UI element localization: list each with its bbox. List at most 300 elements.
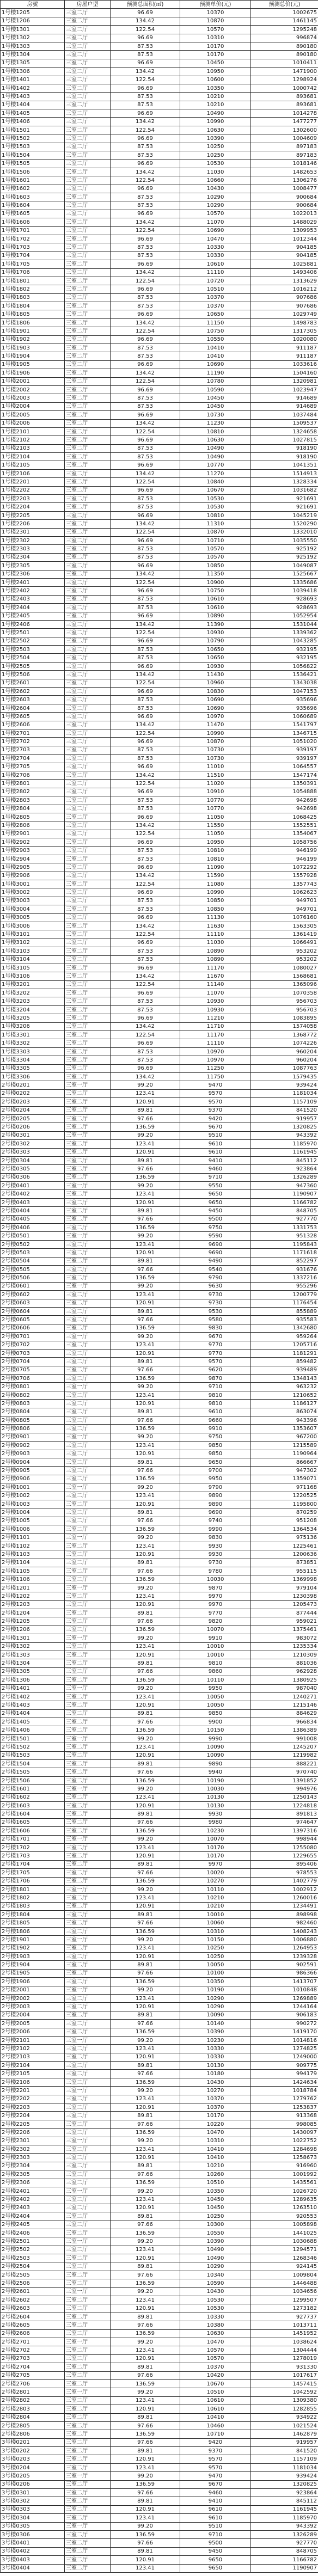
cell-total-price: 1402779: [251, 1877, 318, 1885]
cell-type: 三室二厅: [65, 562, 111, 570]
cell-type: 三室一厅: [65, 1734, 111, 1743]
cell-area: 97.66: [111, 1316, 180, 1324]
cell-unit-price: 9670: [180, 1123, 251, 1131]
table-row: [1, 913, 318, 922]
cell-total-price: 1200636: [251, 1550, 318, 1559]
table-row: [1, 1458, 318, 1466]
cell-type: 三室一厅: [65, 1333, 111, 1341]
cell-total-price: 1424634: [251, 2078, 318, 2086]
cell-type: 三室二厅: [65, 964, 111, 972]
cell-total-price: 881036: [251, 1659, 318, 1667]
cell-area: 122.54: [111, 377, 180, 385]
cell-room: 1号楼3104: [1, 955, 65, 964]
cell-unit-price: 9450: [180, 1207, 251, 1215]
table-row: [1, 780, 318, 788]
cell-type: 三室二厅: [65, 930, 111, 939]
cell-unit-price: 10170: [180, 2112, 251, 2120]
cell-room: 2号楼0505: [1, 1265, 65, 1273]
cell-unit-price: 10190: [180, 1776, 251, 1784]
cell-unit-price: 9570: [180, 1098, 251, 1106]
cell-type: 三室二厅: [65, 293, 111, 302]
table-row: [1, 243, 318, 252]
cell-unit-price: 10250: [180, 2212, 251, 2221]
cell-area: 97.66: [111, 1969, 180, 1977]
cell-area: 99.20: [111, 1433, 180, 1441]
table-row: [1, 662, 318, 670]
cell-unit-price: 9970: [180, 1600, 251, 1609]
table-row: [1, 134, 318, 143]
cell-room: 2号楼1901: [1, 1936, 65, 1944]
cell-total-price: 1309380: [251, 2396, 318, 2405]
table-row: [1, 1047, 318, 1056]
cell-type: 三室一厅: [65, 1383, 111, 1391]
cell-unit-price: 11350: [180, 570, 251, 578]
table-row: [1, 84, 318, 92]
table-row: [1, 1768, 318, 1776]
table-row: [1, 2539, 318, 2547]
cell-unit-price: 9900: [180, 1718, 251, 1726]
cell-type: 三室二厅: [65, 1961, 111, 1969]
cell-unit-price: 10330: [180, 2045, 251, 2053]
cell-type: 三室二厅: [65, 2530, 111, 2538]
cell-type: 三室二厅: [65, 1014, 111, 1022]
cell-unit-price: 10290: [180, 2003, 251, 2011]
cell-area: 96.69: [111, 436, 180, 444]
cell-total-price: 921691: [251, 495, 318, 503]
cell-type: 三室二厅: [65, 1056, 111, 1064]
table-row: [1, 2145, 318, 2154]
cell-type: 三室一厅: [65, 2237, 111, 2246]
cell-area: 97.66: [111, 2120, 180, 2128]
cell-type: 三室二厅: [65, 947, 111, 955]
table-row: [1, 905, 318, 913]
cell-area: 122.54: [111, 176, 180, 185]
cell-area: 123.41: [111, 2514, 180, 2522]
table-row: [1, 587, 318, 595]
cell-total-price: 848705: [251, 2547, 318, 2555]
cell-room: 1号楼3203: [1, 997, 65, 1005]
table-row: [1, 310, 318, 318]
cell-area: 122.54: [111, 226, 180, 235]
cell-unit-price: 11050: [180, 830, 251, 838]
cell-area: 122.54: [111, 729, 180, 737]
cell-unit-price: 9820: [180, 1617, 251, 1626]
cell-type: 三室二厅: [65, 2045, 111, 2053]
cell-unit-price: 10170: [180, 42, 251, 50]
cell-total-price: 1430097: [251, 2129, 318, 2137]
cell-type: 三室二厅: [65, 1953, 111, 1961]
cell-type: 三室一厅: [65, 1936, 111, 1944]
cell-type: 三室一厅: [65, 2087, 111, 2095]
table-row: [1, 168, 318, 176]
table-row: [1, 746, 318, 754]
cell-type: 三室二厅: [65, 1626, 111, 1634]
cell-total-price: 1541797: [251, 721, 318, 729]
cell-area: 89.81: [111, 2062, 180, 2070]
cell-unit-price: 10210: [180, 1894, 251, 1902]
cell-unit-price: 11050: [180, 813, 251, 821]
cell-area: 87.53: [111, 847, 180, 855]
cell-unit-price: 10770: [180, 805, 251, 813]
cell-type: 三室二厅: [65, 1064, 111, 1072]
cell-total-price: 949701: [251, 905, 318, 913]
table-row: [1, 1098, 318, 1106]
cell-total-price: 949701: [251, 897, 318, 905]
cell-total-price: 1441025: [251, 2229, 318, 2237]
table-row: [1, 1642, 318, 1651]
table-row: [1, 1994, 318, 2002]
cell-unit-price: 10840: [180, 478, 251, 486]
cell-room: 2号楼1903: [1, 1953, 65, 1961]
cell-room: 2号楼1302: [1, 1642, 65, 1651]
cell-room: 2号楼0201: [1, 1081, 65, 1089]
cell-unit-price: 10710: [180, 537, 251, 545]
cell-area: 120.91: [111, 1450, 180, 1458]
cell-total-price: 1279762: [251, 2095, 318, 2103]
cell-total-price: 1185970: [251, 2514, 318, 2522]
cell-area: 97.66: [111, 2421, 180, 2430]
table-row: [1, 486, 318, 494]
cell-area: 136.59: [111, 2179, 180, 2187]
cell-area: 120.91: [111, 2103, 180, 2112]
cell-room: 2号楼1801: [1, 1885, 65, 1893]
cell-type: 三室二厅: [65, 2363, 111, 2371]
cell-area: 96.69: [111, 587, 180, 595]
cell-total-price: 1054888: [251, 788, 318, 796]
cell-unit-price: 10370: [180, 2363, 251, 2371]
cell-total-price: 1195800: [251, 1500, 318, 1508]
table-row: [1, 1567, 318, 1575]
cell-total-price: 1298924: [251, 76, 318, 84]
cell-total-price: 1025881: [251, 260, 318, 268]
cell-unit-price: 10970: [180, 713, 251, 721]
cell-room: 1号楼3103: [1, 947, 65, 955]
table-row: [1, 402, 318, 410]
cell-unit-price: 11030: [180, 168, 251, 176]
cell-type: 三室二厅: [65, 587, 111, 595]
cell-type: 三室二厅: [65, 2262, 111, 2271]
table-row: [1, 2246, 318, 2254]
cell-room: 1号楼1504: [1, 151, 65, 160]
cell-total-price: 1258673: [251, 2154, 318, 2162]
cell-unit-price: 9910: [180, 1634, 251, 1642]
cell-total-price: 852297: [251, 1257, 318, 1265]
cell-type: 三室一厅: [65, 2287, 111, 2296]
cell-room: 2号楼2802: [1, 2396, 65, 2405]
cell-total-price: 939424: [251, 2472, 318, 2480]
cell-unit-price: 10750: [180, 327, 251, 335]
table-row: [1, 1919, 318, 1927]
cell-unit-price: 10090: [180, 1743, 251, 1751]
table-row: [1, 1978, 318, 1986]
cell-unit-price: 10970: [180, 1056, 251, 1064]
cell-type: 三室二厅: [65, 2346, 111, 2354]
cell-area: 136.59: [111, 2480, 180, 2488]
cell-unit-price: 11170: [180, 1031, 251, 1039]
cell-area: 96.69: [111, 335, 180, 344]
cell-type: 三室二厅: [65, 427, 111, 436]
cell-total-price: 951328: [251, 1232, 318, 1240]
cell-unit-price: 9940: [180, 1768, 251, 1776]
cell-type: 三室二厅: [65, 2145, 111, 2154]
cell-room: 1号楼2205: [1, 511, 65, 519]
cell-area: 99.20: [111, 1383, 180, 1391]
cell-type: 三室二厅: [65, 721, 111, 729]
cell-area: 120.91: [111, 1198, 180, 1206]
cell-unit-price: 10410: [180, 2154, 251, 2162]
cell-type: 三室二厅: [65, 528, 111, 536]
cell-total-price: 932195: [251, 654, 318, 662]
table-row: [1, 2413, 318, 2421]
cell-type: 三室二厅: [65, 1760, 111, 1768]
cell-type: 三室二厅: [65, 1089, 111, 1097]
cell-type: 三室二厅: [65, 218, 111, 226]
cell-total-price: 907686: [251, 302, 318, 310]
cell-total-price: 1579435: [251, 1073, 318, 1081]
cell-unit-price: 10150: [180, 1726, 251, 1734]
table-row: [1, 2062, 318, 2070]
cell-type: 三室二厅: [65, 385, 111, 394]
cell-room: 2号楼0702: [1, 1341, 65, 1349]
cell-room: 1号楼2305: [1, 562, 65, 570]
cell-unit-price: 10210: [180, 93, 251, 101]
cell-area: 123.41: [111, 1743, 180, 1751]
cell-unit-price: 11150: [180, 318, 251, 327]
cell-unit-price: 10780: [180, 377, 251, 385]
cell-total-price: 906183: [251, 2011, 318, 2019]
cell-unit-price: 10990: [180, 888, 251, 897]
cell-area: 96.69: [111, 562, 180, 570]
cell-unit-price: 10370: [180, 9, 251, 17]
table-row: [1, 193, 318, 201]
cell-type: 三室二厅: [65, 913, 111, 922]
cell-unit-price: 10460: [180, 2421, 251, 2430]
cell-area: 136.59: [111, 1525, 180, 1534]
cell-unit-price: 10850: [180, 897, 251, 905]
cell-unit-price: 9580: [180, 1316, 251, 1324]
cell-room: 1号楼2004: [1, 402, 65, 410]
cell-type: 三室二厅: [65, 746, 111, 754]
cell-area: 89.81: [111, 1156, 180, 1164]
cell-area: 123.41: [111, 2246, 180, 2254]
cell-unit-price: 9610: [180, 2505, 251, 2513]
cell-unit-price: 10850: [180, 562, 251, 570]
cell-unit-price: 10390: [180, 2237, 251, 2246]
cell-room: 1号楼2006: [1, 419, 65, 427]
cell-total-price: 990272: [251, 2020, 318, 2028]
cell-room: 2号楼2502: [1, 2246, 65, 2254]
cell-room: 2号楼0402: [1, 1190, 65, 1198]
cell-area: 136.59: [111, 1324, 180, 1332]
table-row: [1, 2388, 318, 2396]
cell-area: 120.91: [111, 2455, 180, 2463]
cell-area: 120.91: [111, 1902, 180, 1910]
cell-total-price: 1359071: [251, 1475, 318, 1483]
cell-type: 三室二厅: [65, 972, 111, 980]
cell-total-price: 994179: [251, 2070, 318, 2078]
cell-unit-price: 9790: [180, 1274, 251, 1282]
table-row: [1, 1349, 318, 1357]
cell-type: 三室二厅: [65, 1542, 111, 1550]
cell-unit-price: 9870: [180, 1375, 251, 1383]
table-row: [1, 469, 318, 477]
cell-type: 三室二厅: [65, 160, 111, 168]
cell-total-price: 1309953: [251, 226, 318, 235]
cell-type: 三室二厅: [65, 1894, 111, 1902]
cell-area: 120.91: [111, 1550, 180, 1559]
cell-type: 三室二厅: [65, 42, 111, 50]
cell-room: 1号楼2903: [1, 847, 65, 855]
cell-total-price: 1004609: [251, 134, 318, 143]
cell-area: 96.69: [111, 964, 180, 972]
table-row: [1, 34, 318, 42]
cell-total-price: 923864: [251, 2489, 318, 2497]
cell-total-price: 1012344: [251, 235, 318, 243]
cell-room: 1号楼3204: [1, 1005, 65, 1014]
cell-room: 2号楼1505: [1, 1768, 65, 1776]
cell-area: 96.69: [111, 310, 180, 318]
table-row: [1, 1400, 318, 1408]
cell-type: 三室一厅: [65, 2388, 111, 2396]
cell-area: 134.42: [111, 419, 180, 427]
cell-unit-price: 11090: [180, 863, 251, 872]
table-row: [1, 1793, 318, 1801]
cell-unit-price: 9850: [180, 1709, 251, 1718]
cell-type: 三室二厅: [65, 1600, 111, 1609]
cell-total-price: 1181034: [251, 1089, 318, 1097]
cell-type: 三室二厅: [65, 1307, 111, 1315]
table-row: [1, 1140, 318, 1148]
cell-total-price: 935696: [251, 696, 318, 704]
cell-unit-price: 10450: [180, 2195, 251, 2204]
cell-total-price: 974647: [251, 1818, 318, 1826]
cell-total-price: 1033616: [251, 360, 318, 369]
cell-unit-price: 10230: [180, 1827, 251, 1835]
cell-room: 2号楼2203: [1, 2103, 65, 2112]
cell-room: 2号楼2803: [1, 2405, 65, 2413]
cell-area: 136.59: [111, 2078, 180, 2086]
cell-unit-price: 10100: [180, 1969, 251, 1977]
cell-total-price: 956703: [251, 1005, 318, 1014]
cell-unit-price: 9890: [180, 1500, 251, 1508]
cell-type: 三室二厅: [65, 654, 111, 662]
cell-type: 三室一厅: [65, 1986, 111, 1994]
table-row: [1, 2204, 318, 2212]
table-row: [1, 520, 318, 528]
cell-room: 1号楼1906: [1, 369, 65, 377]
cell-type: 三室二厅: [65, 1676, 111, 1684]
cell-area: 99.20: [111, 2036, 180, 2044]
cell-total-price: 893681: [251, 93, 318, 101]
table-row: [1, 1709, 318, 1718]
cell-unit-price: 10370: [180, 2095, 251, 2103]
cell-unit-price: 10450: [180, 402, 251, 410]
table-row: [1, 2078, 318, 2086]
cell-area: 96.69: [111, 662, 180, 670]
table-row: [1, 1584, 318, 1592]
table-row: [1, 805, 318, 813]
table-row: [1, 101, 318, 109]
cell-room: 2号楼1401: [1, 1684, 65, 1692]
cell-room: 3号楼0303: [1, 2505, 65, 2513]
cell-room: 1号楼3201: [1, 980, 65, 989]
cell-room: 2号楼2505: [1, 2271, 65, 2279]
cell-type: 三室二厅: [65, 1341, 111, 1349]
cell-area: 96.69: [111, 738, 180, 746]
cell-room: 2号楼2605: [1, 2321, 65, 2329]
cell-area: 122.54: [111, 277, 180, 285]
cell-total-price: 1210652: [251, 1391, 318, 1399]
table-row: [1, 922, 318, 930]
table-row: [1, 503, 318, 511]
cell-room: 3号楼0401: [1, 2539, 65, 2547]
cell-area: 96.69: [111, 763, 180, 771]
cell-area: 96.69: [111, 688, 180, 696]
cell-total-price: 994976: [251, 1785, 318, 1793]
cell-type: 三室二厅: [65, 1198, 111, 1206]
cell-area: 87.53: [111, 595, 180, 603]
cell-room: 2号楼0804: [1, 1408, 65, 1416]
cell-total-price: 934922: [251, 2413, 318, 2421]
cell-type: 三室二厅: [65, 2547, 111, 2555]
table-row: [1, 2472, 318, 2480]
table-row: [1, 360, 318, 369]
cell-type: 三室二厅: [65, 2246, 111, 2254]
cell-room: 1号楼2105: [1, 461, 65, 469]
cell-total-price: 1056822: [251, 662, 318, 670]
table-row: [1, 1391, 318, 1399]
cell-total-price: 1361419: [251, 930, 318, 939]
table-row: [1, 2430, 318, 2438]
cell-total-price: 1391852: [251, 1776, 318, 1784]
cell-room: 2号楼0901: [1, 1433, 65, 1441]
cell-area: 120.91: [111, 2154, 180, 2162]
table-row: [1, 42, 318, 50]
cell-room: 2号楼1706: [1, 1877, 65, 1885]
table-row: [1, 1667, 318, 1676]
cell-room: 2号楼1006: [1, 1525, 65, 1534]
cell-total-price: 907686: [251, 293, 318, 302]
cell-unit-price: 10650: [180, 310, 251, 318]
cell-unit-price: 10990: [180, 118, 251, 126]
cell-area: 89.81: [111, 2212, 180, 2221]
cell-room: 1号楼2406: [1, 620, 65, 628]
cell-total-price: 1482653: [251, 168, 318, 176]
cell-area: 123.41: [111, 1642, 180, 1651]
cell-total-price: 1264953: [251, 1944, 318, 1952]
cell-room: 2号楼1402: [1, 1692, 65, 1701]
cell-area: 87.53: [111, 151, 180, 160]
table-row: [1, 210, 318, 218]
cell-area: 122.54: [111, 578, 180, 586]
cell-unit-price: 10570: [180, 2346, 251, 2354]
cell-area: 120.91: [111, 2003, 180, 2011]
table-row: [1, 1894, 318, 1902]
cell-total-price: 1224818: [251, 1801, 318, 1810]
cell-room: 2号楼1206: [1, 1626, 65, 1634]
cell-total-price: 1268346: [251, 2254, 318, 2262]
cell-unit-price: 10060: [180, 1919, 251, 1927]
cell-total-price: 1230398: [251, 1592, 318, 1600]
cell-type: 三室一厅: [65, 1684, 111, 1692]
cell-total-price: 939489: [251, 1366, 318, 1374]
cell-room: 1号楼1301: [1, 26, 65, 34]
table-row: [1, 1123, 318, 1131]
cell-unit-price: 10870: [180, 17, 251, 25]
cell-unit-price: 10210: [180, 101, 251, 109]
cell-room: 2号楼1203: [1, 1600, 65, 1609]
cell-type: 三室二厅: [65, 595, 111, 603]
